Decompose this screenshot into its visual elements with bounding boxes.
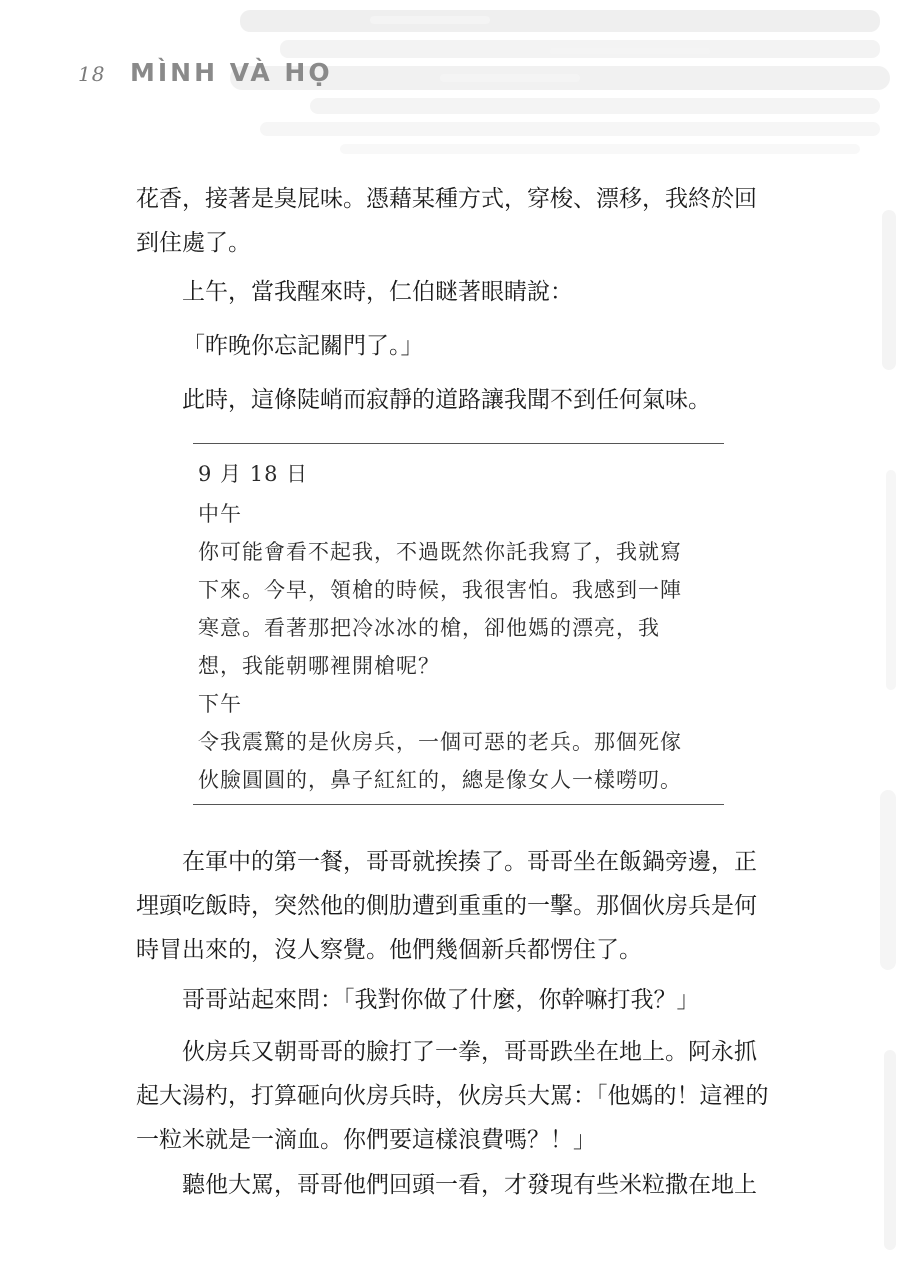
diary-bottom-rule	[193, 804, 724, 805]
text-line: 上午，當我醒來時，仁伯瞇著眼睛說：	[182, 279, 573, 305]
diary-line: 令我震驚的是伙房兵，一個可惡的老兵。那個死傢	[198, 730, 682, 754]
paragraph	[136, 1163, 830, 1207]
side-brush-texture	[870, 170, 900, 1287]
page-number: 18	[78, 62, 106, 86]
paragraph	[136, 1030, 830, 1162]
diary-line: 你可能會看不起我，不過既然你託我寫了，我就寫	[198, 540, 682, 564]
text-line: 起大湯杓，打算砸向伙房兵時，伙房兵大罵：「他媽的！這裡的	[136, 1083, 769, 1109]
paragraph	[136, 324, 830, 368]
text-line: 「昨晚你忘記關門了。」	[182, 333, 424, 359]
text-line: 聽他大罵，哥哥他們回頭一看，才發現有些米粒撒在地上	[182, 1172, 757, 1198]
text-line: 時冒出來的，沒人察覺。他們幾個新兵都愣住了。	[136, 937, 642, 963]
paragraph	[136, 840, 830, 972]
text-line: 在軍中的第一餐，哥哥就挨揍了。哥哥坐在飯鍋旁邊，正	[182, 849, 757, 875]
diary-section-title: 中午	[198, 502, 242, 526]
diary-line: 下來。今早，領槍的時候，我很害怕。我感到一陣	[198, 578, 682, 602]
text-line: 此時，這條陡峭而寂靜的道路讓我聞不到任何氣味。	[182, 387, 711, 413]
diary-line: 伙臉圓圓的，鼻子紅紅的，總是像女人一樣嘮叨。	[198, 768, 682, 792]
diary-line: 想，我能朝哪裡開槍呢？	[198, 654, 440, 678]
diary-top-rule	[193, 443, 724, 444]
paragraph	[136, 378, 830, 422]
diary-section-title: 下午	[198, 692, 242, 716]
paragraph	[136, 270, 830, 314]
text-line: 哥哥站起來問：「我對你做了什麼，你幹嘛打我？」	[182, 987, 700, 1013]
diary-date: 9 月 18 日	[198, 462, 309, 486]
text-line: 到住處了。	[136, 230, 251, 256]
paragraph	[136, 978, 830, 1022]
diary-line: 寒意。看著那把冷冰冰的槍，卻他媽的漂亮，我	[198, 616, 660, 640]
running-title: MÌNH VÀ HỌ	[130, 58, 333, 87]
text-line: 埋頭吃飯時，突然他的側肋遭到重重的一擊。那個伙房兵是何	[136, 893, 757, 919]
text-line: 一粒米就是一滴血。你們要這樣浪費嗎？！」	[136, 1127, 596, 1153]
paragraph	[136, 177, 784, 265]
text-line: 伙房兵又朝哥哥的臉打了一拳，哥哥跌坐在地上。阿永抓	[182, 1039, 757, 1065]
text-line: 花香，接著是臭屁味。憑藉某種方式，穿梭、漂移，我終於回	[136, 186, 757, 212]
